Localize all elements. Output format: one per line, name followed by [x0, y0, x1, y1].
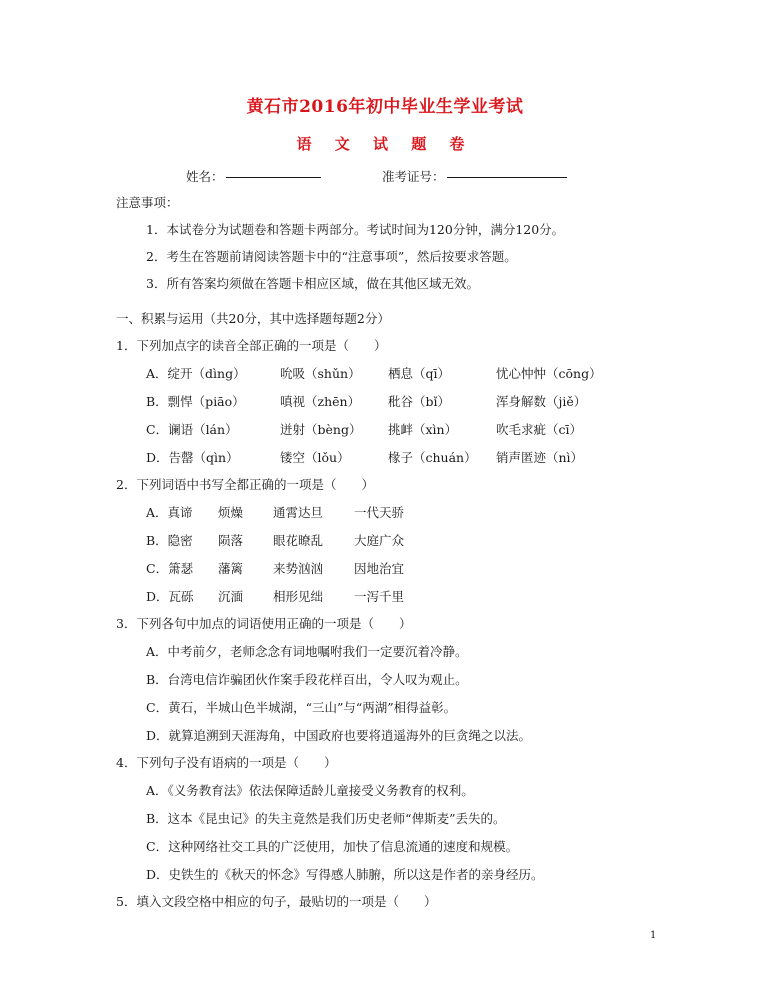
q4-option-c: C．这种网络社交工具的广泛使用，加快了信息流通的速度和规模。 — [146, 839, 519, 854]
q1-option-d-item-3: 椽子（chuán） — [388, 450, 477, 465]
q1-option-b-item-4: 浑身解数（jiě） — [496, 394, 587, 409]
name-label: 姓名： — [186, 169, 224, 184]
q1-option-a-item-2: 吮吸（shǔn） — [280, 366, 361, 381]
q2-option-b-item-2: 陨落 — [218, 533, 244, 548]
q1-option-a-item-1: A．绽开（dìng） — [146, 366, 246, 381]
q1-option-a-item-4: 忧心忡忡（cōng） — [496, 366, 602, 381]
q1-option-c-item-2: 迸射（bèng） — [280, 422, 362, 437]
q2-option-a-item-3: 通霄达旦 — [273, 505, 324, 520]
page-number: 1 — [650, 930, 657, 941]
note-item: 3．所有答案均须做在答题卡相应区域，做在其他区域无效。 — [146, 276, 479, 291]
notes-heading: 注意事项： — [116, 195, 179, 210]
q2-option-a-item-2: 烦燥 — [218, 505, 244, 520]
q2-option-c-item-1: C．箫瑟 — [146, 561, 194, 576]
q2-option-a-item-4: 一代天骄 — [354, 505, 405, 520]
exam-number-label: 准考证号： — [382, 169, 445, 184]
q2-option-b-item-4: 大庭广众 — [354, 533, 405, 548]
name-blank-line — [226, 177, 321, 178]
question-1-stem: 1．下列加点字的读音全部正确的一项是（ ） — [116, 338, 387, 353]
q1-option-c-item-4: 吹毛求疵（cī） — [496, 422, 582, 437]
q2-option-d-item-2: 沉湎 — [218, 589, 244, 604]
question-3-stem: 3．下列各句中加点的词语使用正确的一项是（ ） — [116, 616, 412, 631]
question-2-stem: 2．下列词语中书写全都正确的一项是（ ） — [116, 477, 374, 492]
q1-option-b-item-1: B．剽悍（piāo） — [146, 394, 245, 409]
note-item: 2．考生在答题前请阅读答题卡中的“注意事项”，然后按要求答题。 — [146, 249, 517, 264]
q4-option-d: D．史铁生的《秋天的怀念》写得感人肺腑，所以这是作者的亲身经历。 — [146, 867, 544, 882]
q2-option-a-item-1: A．真谛 — [146, 505, 193, 520]
question-5-stem: 5．填入文段空格中相应的句子，最贴切的一项是（ ） — [116, 894, 437, 909]
q2-option-b-item-1: B．隐密 — [146, 533, 193, 548]
q1-option-a-item-3: 栖息（qī） — [388, 366, 450, 381]
exam-title: 黄石市2016年初中毕业生学业考试 — [246, 97, 524, 117]
q2-option-d-item-3: 相形见绌 — [273, 589, 324, 604]
q4-option-b: B．这本《昆虫记》的失主竟然是我们历史老师“俾斯麦”丢失的。 — [146, 811, 506, 826]
section-heading: 一、积累与运用（共20分，其中选择题每题2分） — [116, 311, 390, 326]
q1-option-d-item-2: 镂空（lǒu） — [280, 450, 350, 465]
q1-option-c-item-3: 挑衅（xìn） — [388, 422, 458, 437]
exam-number-field[interactable] — [382, 167, 567, 185]
q2-option-c-item-4: 因地治宜 — [354, 561, 405, 576]
q4-option-a: A．《义务教育法》依法保障适龄儿童接受义务教育的权利。 — [146, 783, 474, 798]
q2-option-c-item-2: 藩篱 — [218, 561, 244, 576]
q2-option-b-item-3: 眼花暸乱 — [273, 533, 324, 548]
q3-option-c: C．黄石，半城山色半城湖，“三山”与“两湖”相得益彰。 — [146, 700, 457, 715]
q1-option-c-item-1: C．谰语（lán） — [146, 422, 238, 437]
exam-number-blank-line — [447, 177, 567, 178]
q2-option-c-item-3: 来势汹汹 — [273, 561, 324, 576]
q1-option-b-item-3: 秕谷（bǐ） — [388, 394, 450, 409]
q3-option-a: A．中考前夕，老师念念有词地嘱咐我们一定要沉着冷静。 — [146, 644, 468, 659]
q2-option-d-item-1: D．瓦砾 — [146, 589, 194, 604]
q1-option-b-item-2: 嗔视（zhēn） — [280, 394, 361, 409]
name-field[interactable] — [186, 167, 321, 185]
q3-option-d: D．就算追溯到天涯海角，中国政府也要将逍遥海外的巨贪绳之以法。 — [146, 728, 532, 743]
q1-option-d-item-1: D．告罄（qìn） — [146, 450, 239, 465]
q2-option-d-item-4: 一泻千里 — [354, 589, 405, 604]
q1-option-d-item-4: 销声匿迹（nì） — [496, 450, 584, 465]
q3-option-b: B．台湾电信诈骗团伙作案手段花样百出，令人叹为观止。 — [146, 672, 468, 687]
question-4-stem: 4．下列句子没有语病的一项是（ ） — [116, 755, 337, 770]
note-item: 1．本试卷分为试题卷和答题卡两部分。考试时间为120分钟，满分120分。 — [146, 222, 565, 237]
exam-subtitle: 语 文 试 题 卷 — [296, 135, 474, 153]
